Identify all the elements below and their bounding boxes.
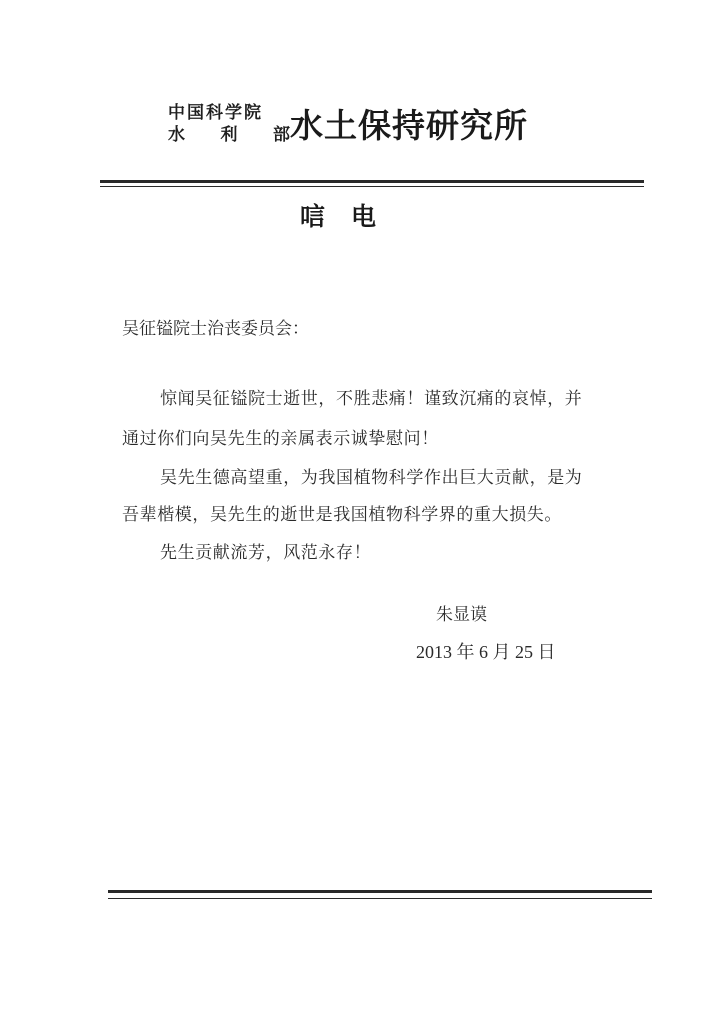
letterhead-org-cas (168, 102, 290, 124)
letterhead-rule-thick (100, 180, 644, 183)
letterhead-rule-thin (100, 186, 644, 187)
letterhead-org-mwr (168, 124, 290, 146)
paragraph-line: 吴先生德高望重，为我国植物科学作出巨大贡献，是为 (160, 468, 583, 488)
footer-rule-thin (108, 898, 652, 899)
paragraph-line: 吾辈楷模，吴先生的逝世是我国植物科学界的重大损失。 (122, 505, 562, 525)
letterhead-org-mwr-char: 水 (168, 125, 185, 145)
paragraph-line: 通过你们向吴先生的亲属表示诚挚慰问！ (122, 429, 439, 449)
letterhead-institute-name: 水土保持研究所 (290, 106, 528, 145)
letterhead-org-mwr-char: 利 (220, 125, 238, 145)
footer-rule-thick (108, 890, 652, 893)
document-date: 2013 年 6 月 25 日 (416, 642, 556, 662)
letterhead-org-mwr-char: 部 (273, 125, 290, 145)
paragraph-line: 先生贡献流芳，风范永存！ (160, 543, 372, 563)
document-title: 唁电 (300, 202, 403, 231)
letterhead-org-cas-text: 中国科学院 (168, 103, 263, 123)
letterhead-organizations (168, 102, 290, 146)
signer-name: 朱显谟 (436, 605, 487, 625)
paragraph-line: 惊闻吴征镒院士逝世，不胜悲痛！谨致沉痛的哀悼，并 (160, 389, 583, 409)
salutation: 吴征镒院士治丧委员会： (122, 319, 309, 339)
